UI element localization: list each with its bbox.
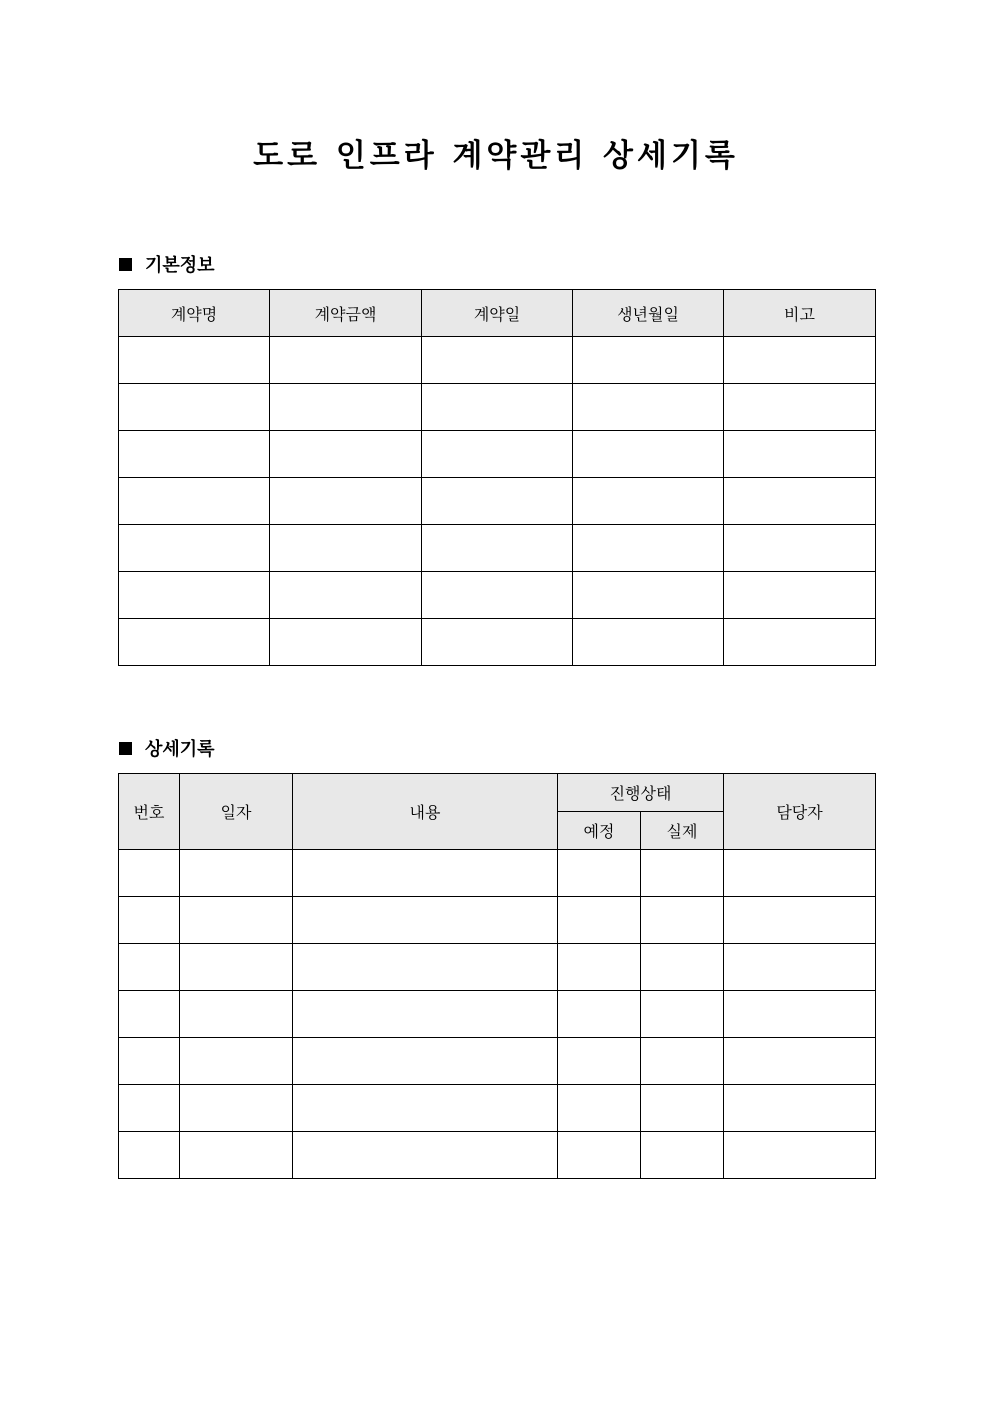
contract-name-cell[interactable] — [119, 572, 270, 619]
content-cell[interactable] — [293, 1132, 558, 1179]
document-title: 도로 인프라 계약관리 상세기록 — [253, 138, 739, 174]
square-bullet-icon — [119, 258, 132, 271]
contract-amount-cell[interactable] — [270, 478, 422, 525]
column-header-contract-amount: 계약금액 — [270, 290, 422, 337]
contract-amount-cell[interactable] — [270, 572, 422, 619]
table-row — [119, 991, 876, 1038]
date-cell[interactable] — [180, 1038, 293, 1085]
content-cell[interactable] — [293, 991, 558, 1038]
planned-cell[interactable] — [558, 897, 641, 944]
table-row — [119, 1132, 876, 1179]
contract-name-cell[interactable] — [119, 619, 270, 666]
number-cell[interactable] — [119, 944, 180, 991]
content-cell[interactable] — [293, 1085, 558, 1132]
column-header-remarks: 비고 — [724, 290, 876, 337]
manager-cell[interactable] — [724, 1038, 876, 1085]
number-cell[interactable] — [119, 897, 180, 944]
table-row — [119, 337, 876, 384]
contract-name-cell[interactable] — [119, 337, 270, 384]
remarks-cell[interactable] — [724, 525, 876, 572]
table-row — [119, 525, 876, 572]
date-cell[interactable] — [180, 1085, 293, 1132]
column-header-birth-date: 생년월일 — [573, 290, 724, 337]
actual-cell[interactable] — [641, 1085, 724, 1132]
contract-amount-cell[interactable] — [270, 525, 422, 572]
section-heading-label: 상세기록 — [145, 739, 215, 760]
section-heading-detail-records — [119, 736, 215, 760]
table-row — [119, 1085, 876, 1132]
remarks-cell[interactable] — [724, 572, 876, 619]
table-row — [119, 572, 876, 619]
actual-cell[interactable] — [641, 944, 724, 991]
contract-name-cell[interactable] — [119, 525, 270, 572]
number-cell[interactable] — [119, 1085, 180, 1132]
basic-info-table — [118, 289, 876, 666]
detail-records-table — [118, 773, 876, 1179]
table-row — [119, 897, 876, 944]
birth-date-cell[interactable] — [573, 478, 724, 525]
planned-cell[interactable] — [558, 1132, 641, 1179]
planned-cell[interactable] — [558, 944, 641, 991]
number-cell[interactable] — [119, 1038, 180, 1085]
column-header-actual: 실제 — [641, 812, 724, 850]
contract-date-cell[interactable] — [422, 337, 573, 384]
content-cell[interactable] — [293, 897, 558, 944]
section-heading-basic-info — [119, 252, 215, 276]
date-cell[interactable] — [180, 850, 293, 897]
contract-date-cell[interactable] — [422, 525, 573, 572]
remarks-cell[interactable] — [724, 619, 876, 666]
contract-amount-cell[interactable] — [270, 384, 422, 431]
remarks-cell[interactable] — [724, 431, 876, 478]
table-row — [119, 1038, 876, 1085]
table-row — [119, 944, 876, 991]
contract-amount-cell[interactable] — [270, 337, 422, 384]
column-header-content: 내용 — [293, 774, 558, 850]
table-header-row — [119, 290, 876, 337]
actual-cell[interactable] — [641, 850, 724, 897]
contract-date-cell[interactable] — [422, 478, 573, 525]
table-row — [119, 619, 876, 666]
table-header-row — [119, 774, 876, 812]
table-row — [119, 850, 876, 897]
table-row — [119, 384, 876, 431]
column-header-planned: 예정 — [558, 812, 641, 850]
contract-date-cell[interactable] — [422, 572, 573, 619]
contract-name-cell[interactable] — [119, 478, 270, 525]
manager-cell[interactable] — [724, 897, 876, 944]
content-cell[interactable] — [293, 1038, 558, 1085]
birth-date-cell[interactable] — [573, 384, 724, 431]
actual-cell[interactable] — [641, 1038, 724, 1085]
remarks-cell[interactable] — [724, 478, 876, 525]
date-cell[interactable] — [180, 1132, 293, 1179]
contract-name-cell[interactable] — [119, 384, 270, 431]
number-cell[interactable] — [119, 1132, 180, 1179]
remarks-cell[interactable] — [724, 337, 876, 384]
table-row — [119, 478, 876, 525]
column-header-contract-name: 계약명 — [119, 290, 270, 337]
content-cell[interactable] — [293, 944, 558, 991]
number-cell[interactable] — [119, 991, 180, 1038]
manager-cell[interactable] — [724, 1085, 876, 1132]
planned-cell[interactable] — [558, 1085, 641, 1132]
actual-cell[interactable] — [641, 1132, 724, 1179]
manager-cell[interactable] — [724, 850, 876, 897]
manager-cell[interactable] — [724, 944, 876, 991]
column-header-number: 번호 — [119, 774, 180, 850]
manager-cell[interactable] — [724, 991, 876, 1038]
column-header-progress: 진행상태 — [558, 774, 724, 812]
planned-cell[interactable] — [558, 991, 641, 1038]
actual-cell[interactable] — [641, 897, 724, 944]
column-header-contract-date: 계약일 — [422, 290, 573, 337]
square-bullet-icon — [119, 742, 132, 755]
contract-name-cell[interactable] — [119, 431, 270, 478]
planned-cell[interactable] — [558, 850, 641, 897]
column-header-manager: 담당자 — [724, 774, 876, 850]
birth-date-cell[interactable] — [573, 431, 724, 478]
birth-date-cell[interactable] — [573, 572, 724, 619]
actual-cell[interactable] — [641, 991, 724, 1038]
date-cell[interactable] — [180, 944, 293, 991]
content-cell[interactable] — [293, 850, 558, 897]
planned-cell[interactable] — [558, 1038, 641, 1085]
date-cell[interactable] — [180, 897, 293, 944]
birth-date-cell[interactable] — [573, 337, 724, 384]
birth-date-cell[interactable] — [573, 619, 724, 666]
contract-amount-cell[interactable] — [270, 619, 422, 666]
column-header-date: 일자 — [180, 774, 293, 850]
date-cell[interactable] — [180, 991, 293, 1038]
table-row — [119, 431, 876, 478]
contract-date-cell[interactable] — [422, 384, 573, 431]
number-cell[interactable] — [119, 850, 180, 897]
contract-date-cell[interactable] — [422, 619, 573, 666]
contract-date-cell[interactable] — [422, 431, 573, 478]
remarks-cell[interactable] — [724, 384, 876, 431]
manager-cell[interactable] — [724, 1132, 876, 1179]
section-heading-label: 기본정보 — [145, 255, 215, 276]
birth-date-cell[interactable] — [573, 525, 724, 572]
contract-amount-cell[interactable] — [270, 431, 422, 478]
